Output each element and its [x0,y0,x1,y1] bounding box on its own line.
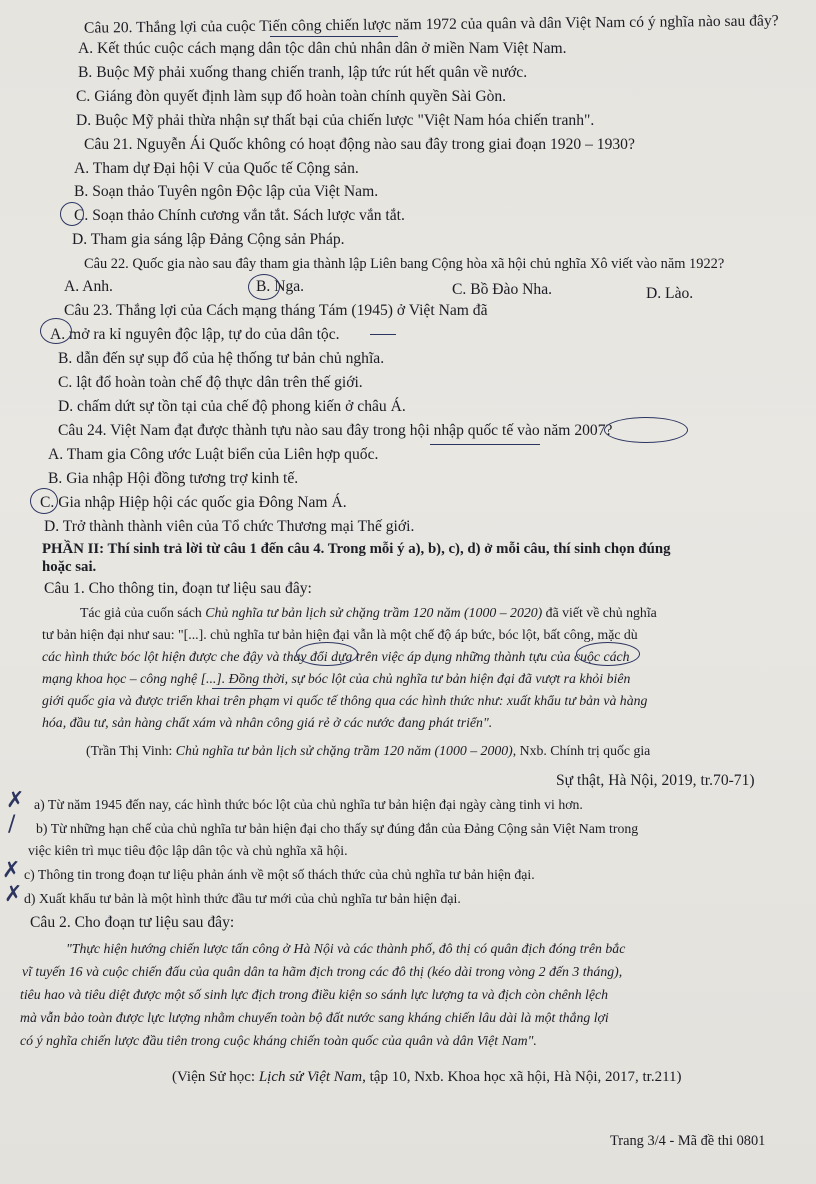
c1-source-line-2: Sự thật, Hà Nội, 2019, tr.70-71) [556,772,755,789]
c1-passage-line-1 [80,604,657,622]
q21-option-a: A. Tham dự Đại hội V của Quốc tế Cộng sản. [74,160,359,177]
q23-option-c: C. lật đổ hoàn toàn chế độ thực dân trên thế giới. [58,374,363,391]
c1-passage-line-6: hóa, đầu tư, sản hàng chất xám và nhân công giá rẻ ở các nước đang phát triển". [42,715,493,730]
c2-source [172,1068,682,1086]
c2-passage-line-5: có ý nghĩa chiến lược đầu tiên trong cuộc kháng chiến toàn quốc của quân và dân Việt Nam". [20,1033,537,1048]
q20-option-b: B. Buộc Mỹ phải xuống thang chiến tranh, lập tức rút hết quân về nước. [78,64,528,81]
c2-passage-line-2: vĩ tuyến 16 và cuộc chiến đấu của quân dân ta hãm địch trong các đô thị (kéo dài trong vòng 2 đến 3 tháng), [22,964,623,979]
q21-option-b: B. Soạn thảo Tuyên ngôn Độc lập của Việt Nam. [74,183,379,200]
pen-underline [370,334,396,335]
q23-stem: Câu 23. Thắng lợi của Cách mạng tháng Tám (1945) ở Việt Nam đã [64,302,488,319]
q20-option-d: D. Buộc Mỹ phải thừa nhận sự thất bại của chiến lược "Việt Nam hóa chiến tranh". [76,112,595,129]
c1-statement-c: c) Thông tin trong đoạn tư liệu phản ánh về một số thách thức của chủ nghĩa tư bản hiện đại. [24,867,535,882]
q22-option-b: B. Nga. [256,278,305,295]
c2-intro: Câu 2. Cho đoạn tư liệu sau đây: [30,914,235,931]
q21-option-d: D. Tham gia sáng lập Đảng Cộng sản Pháp. [72,231,345,248]
q24-option-c: C. Gia nhập Hiệp hội các quốc gia Đông Nam Á. [40,494,347,511]
page-footer: Trang 3/4 - Mã đề thi 0801 [610,1133,766,1149]
c1-passage-text: Tác giả của cuốn sách [80,605,206,620]
q22-stem: Câu 22. Quốc gia nào sau đây tham gia thành lập Liên bang Cộng hòa xã hội chủ nghĩa Xô viết vào năm 1922? [84,256,725,272]
c1-passage-line-5: giới quốc gia và được triển khai trên phạm vi quốc tế thông qua các hình thức như: xuất khẩu tư bản và hàng [42,693,648,708]
c1-passage-line-2: tư bản hiện đại như sau: "[...]. chủ nghĩa tư bản hiện đại vẫn là một chế độ áp bức, bóc lột, bất công, mặc dù [42,627,638,642]
pen-circle-word [576,642,640,666]
q20-option-a: A. Kết thúc cuộc cách mạng dân tộc dân chủ nhân dân ở miền Nam Việt Nam. [78,40,567,57]
q20-option-c: C. Giáng đòn quyết định làm sụp đổ hoàn toàn chính quyền Sài Gòn. [76,88,507,105]
cross-mark-icon: ✗ [2,858,21,883]
c2-passage-line-1: "Thực hiện hướng chiến lược tấn công ở Hà Nội và các thành phố, đô thị có quân địch đóng trên bắc [66,941,626,956]
c2-source-author: (Viện Sử học: [172,1069,259,1085]
pen-circle-answer [30,488,58,514]
pen-underline [212,688,272,689]
c1-passage-line-4: mạng khoa học – công nghệ [...]. Đồng thời, sự bóc lột của chủ nghĩa tư bản hiện đại đã vượt ra khỏi biên [42,671,631,686]
pen-circle-answer [40,318,72,344]
q22-option-a: A. Anh. [64,278,113,295]
pen-circle-word [296,642,358,666]
c1-source-line-1 [86,742,650,760]
c2-passage-line-4: mà vẫn bảo toàn được lực lượng nhằm chuyển toàn bộ đất nước sang kháng chiến lâu dài là một thắng lợi [20,1010,609,1025]
q23-option-b: B. dẫn đến sự sụp đổ của hệ thống tư bản chủ nghĩa. [58,350,385,367]
pen-circle-answer [60,202,84,226]
c1-statement-a: a) Từ năm 1945 đến nay, các hình thức bóc lột của chủ nghĩa tư bản hiện đại ngày càng tinh vi hơn. [34,797,583,812]
q22-option-d: D. Lào. [646,285,694,302]
q23-option-d: D. chấm dứt sự tồn tại của chế độ phong kiến ở châu Á. [58,398,406,415]
c1-statement-b-cont: việc kiên trì mục tiêu độc lập dân tộc và chủ nghĩa xã hội. [28,843,348,858]
c1-statement-d: d) Xuất khẩu tư bản là một hình thức đầu tư mới của chủ nghĩa tư bản hiện đại. [24,891,461,906]
c1-source-author: (Trần Thị Vinh: [86,743,176,758]
q24-option-a: A. Tham gia Công ước Luật biển của Liên hợp quốc. [48,446,379,463]
cross-mark-icon: ✗ [6,788,25,813]
c1-statement-b: b) Từ những hạn chế của chủ nghĩa tư bản hiện đại cho thấy sự đúng đắn của Đảng Cộng sản Việt Nam trong [36,821,639,836]
pen-circle-year [604,417,688,443]
q20-stem: Câu 20. Thắng lợi của cuộc Tiến công chiến lược năm 1972 của quân và dân Việt Nam có ý nghĩa nào sau đây? [83,12,779,37]
pen-underline [270,36,398,37]
c1-passage-line-3: các hình thức bóc lột hiện được che đậy và thay đổi dựa trên việc áp dụng những thành tựu của cuộc cách [42,649,630,664]
c2-passage-line-3: tiêu hao và tiêu diệt được một số sinh lực địch trong điều kiện so sánh lực lượng ta và địch còn chênh lệch [20,987,609,1002]
q24-option-d: D. Trở thành thành viên của Tổ chức Thương mại Thế giới. [44,518,415,535]
q21-stem: Câu 21. Nguyễn Ái Quốc không có hoạt động nào sau đây trong giai đoạn 1920 – 1930? [84,136,635,153]
c1-passage-text: đã viết về chủ nghĩa [542,605,657,620]
q22-option-c: C. Bồ Đào Nha. [452,281,553,298]
slash-mark-icon: / [8,812,16,837]
c2-source-publisher: , tập 10, Nxb. Khoa học xã hội, Hà Nội, 2017, tr.211) [362,1069,682,1085]
part2-heading-cont: hoặc sai. [42,559,97,575]
q21-option-c: C. Soạn thảo Chính cương vắn tắt. Sách lược vắn tắt. [74,207,405,224]
q24-option-b: B. Gia nhập Hội đồng tương trợ kinh tế. [48,470,299,487]
c2-source-title: Lịch sử Việt Nam [258,1069,363,1085]
q24-stem: Câu 24. Việt Nam đạt được thành tựu nào sau đây trong hội nhập quốc tế vào năm 2007? [58,422,613,439]
c1-source-title: Chủ nghĩa tư bản lịch sử chặng trầm 120 năm (1000 – 2000) [175,743,513,758]
c1-intro: Câu 1. Cho thông tin, đoạn tư liệu sau đây: [44,580,312,597]
pen-circle-answer [248,274,280,300]
part2-heading: PHẦN II: Thí sinh trả lời từ câu 1 đến câu 4. Trong mỗi ý a), b), c), d) ở mỗi câu, thí sinh chọn đúng [42,541,671,557]
pen-underline [430,444,540,445]
c1-source-publisher: , Nxb. Chính trị quốc gia [512,743,651,758]
q23-option-a: A. mở ra kỉ nguyên độc lập, tự do của dân tộc. [50,326,340,343]
c1-book-title: Chủ nghĩa tư bản lịch sử chặng trầm 120 năm (1000 – 2020) [205,605,543,620]
cross-mark-icon: ✗ [4,882,23,907]
